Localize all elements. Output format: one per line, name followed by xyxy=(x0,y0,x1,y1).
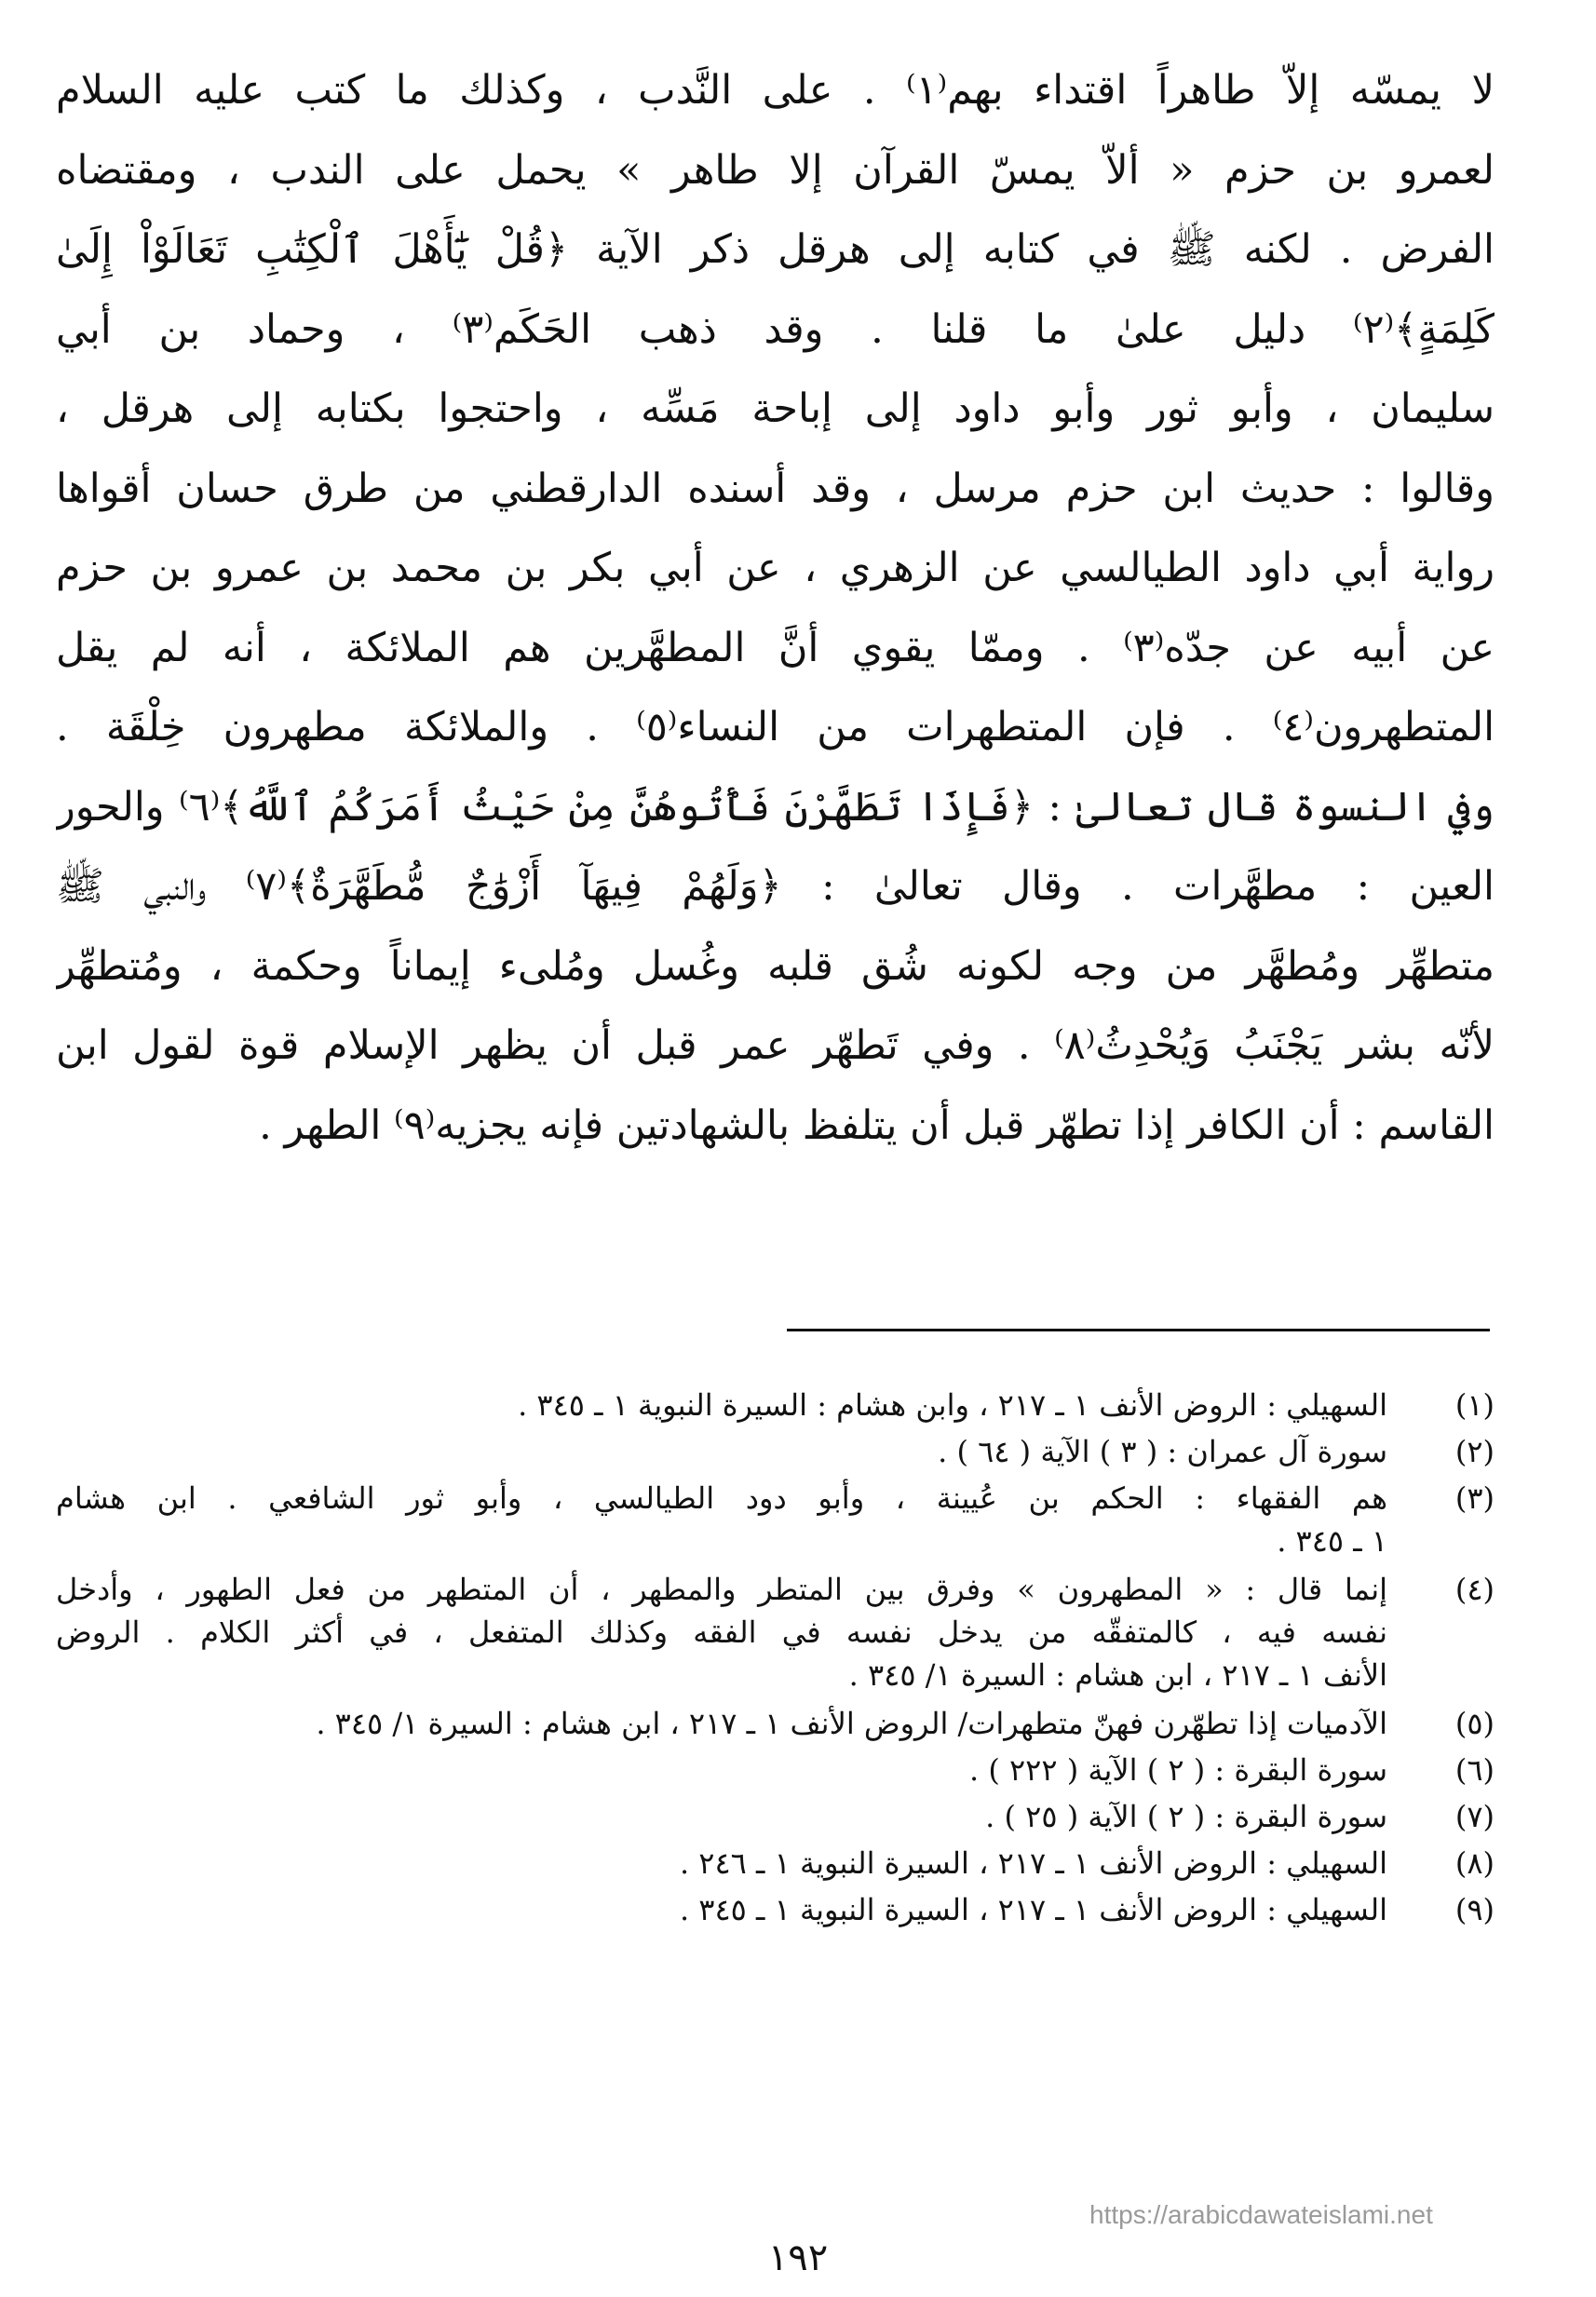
footnote-text: السهيلي : الروض الأنف ١ ـ ٢١٧ ، السيرة النبوية ١ ـ ٢٤٦ . xyxy=(679,1845,1387,1881)
footnote xyxy=(56,1702,1495,1745)
footnote xyxy=(56,1888,1495,1931)
footnote xyxy=(56,1568,1495,1696)
footnote xyxy=(56,1795,1495,1838)
footnote-number: (٢) xyxy=(1454,1434,1495,1469)
footnote xyxy=(56,1749,1495,1791)
footnote xyxy=(56,1430,1495,1473)
footnote-text: سورة البقرة : ( ٢ ) الآية ( ٢٥ ) . xyxy=(985,1799,1387,1834)
footnote xyxy=(56,1384,1495,1426)
footnote-number: (٦) xyxy=(1454,1752,1495,1788)
footnote-number: (٣) xyxy=(1454,1480,1495,1516)
text-line: كَلِمَةٍ﴾⁽٢⁾ دليل علىٰ ما قلنا . وقد ذهب الحَكَم⁽٣⁾ ، وحماد بن أبي xyxy=(56,305,1495,353)
footnote-text: نفسه فيه ، كالمتفقّه من يدخل نفسه في الفقه وكذلك المتفعل ، في أكثر الكلام . الروض xyxy=(56,1615,1387,1650)
footnote-text: إنما قال : « المطهرون » وفرق بين المتطر والمطهر ، أن المتطهر من فعل الطهور ، وأدخل xyxy=(56,1572,1387,1607)
footnote xyxy=(56,1477,1495,1562)
text-line: لأنّه بشر يَجْنَبُ وَيُحْدِثُ⁽٨⁾ . وفي تَطهّر عمر قبل أن يظهر الإسلام قوة لقول ابن xyxy=(56,1022,1495,1069)
text-line: لا يمسّه إلاّ طاهراً اقتداء بهم⁽١⁾ . على النَّدب ، وكذلك ما كتب عليه السلام xyxy=(56,67,1495,114)
footnote-number: (٧) xyxy=(1454,1799,1495,1834)
footnote-text: السهيلي : الروض الأنف ١ ـ ٢١٧ ، السيرة النبوية ١ ـ ٣٤٥ . xyxy=(679,1892,1387,1927)
footnotes xyxy=(56,1384,1495,1931)
footnote-text: سورة البقرة : ( ٢ ) الآية ( ٢٢٢ ) . xyxy=(968,1752,1387,1788)
footnote-number: (٩) xyxy=(1454,1892,1495,1927)
footnote-number: (٤) xyxy=(1454,1572,1495,1607)
text-line: متطهِّر ومُطهَّر من وجه لكونه شُق قلبه وغُسل ومُلىء إيماناً وحكمة ، ومُتطهِّر xyxy=(56,942,1495,990)
page-number: ١٩٢ xyxy=(767,2236,829,2279)
text-line: لعمرو بن حزم « ألاّ يمسّ القرآن إلا طاهر » يحمل على الندب ، ومقتضاه xyxy=(56,146,1495,194)
text-line: عن أبيه عن جدّه⁽٣⁾ . وممّا يقوي أنَّ المطهَّرين هم الملائكة ، أنه لم يقل xyxy=(56,624,1495,671)
main-text xyxy=(56,51,1495,1166)
text-line: وقالوا : حديث ابن حزم مرسل ، وقد أسنده الدارقطني من طرق حسان أقواها xyxy=(56,465,1495,512)
text-line: وفي النسوة قال تعالىٰ : ﴿فَإِذَا تَطَهَّرْنَ فَأْتُوهُنَّ مِنْ حَيْثُ أَمَرَكُمُ ٱللَّهُ﴾⁽٦⁾ والحور xyxy=(56,783,1495,831)
footnote-number: (١) xyxy=(1454,1387,1495,1423)
footnote-text: سورة آل عمران : ( ٣ ) الآية ( ٦٤ ) . xyxy=(938,1434,1387,1469)
text-line: الفرض . لكنه ﷺ في كتابه إلى هرقل ذكر الآية ﴿قُلْ يَٰٓأَهْلَ ٱلْكِتَٰبِ تَعَالَوْاْ إِلَىٰ xyxy=(56,226,1495,273)
text-line: المتطهرون⁽٤⁾ . فإن المتطهرات من النساء⁽٥⁾ . والملائكة مطهرون خِلْقَة . xyxy=(56,704,1495,750)
footnote xyxy=(56,1842,1495,1885)
text-line: القاسم : أن الكافر إذا تطهّر قبل أن يتلفظ بالشهادتين فإنه يجزيه⁽٩⁾ الطهر . xyxy=(259,1101,1495,1149)
footnote-text: ١ ـ ٣٤٥ . xyxy=(1277,1523,1387,1559)
footnote-text: السهيلي : الروض الأنف ١ ـ ٢١٧ ، وابن هشام : السيرة النبوية ١ ـ ٣٤٥ . xyxy=(518,1387,1387,1423)
watermark-url: https://arabicdawateislami.net xyxy=(1089,2200,1433,2229)
footnote-text: هم الفقهاء : الحكم بن عُيينة ، وأبو دود الطيالسي ، وأبو ثور الشافعي . ابن هشام xyxy=(56,1480,1387,1516)
text-line: رواية أبي داود الطيالسي عن الزهري ، عن أبي بكر بن محمد بن عمرو بن حزم xyxy=(56,545,1495,591)
footnote-number: (٥) xyxy=(1454,1706,1495,1741)
text-line: سليمان ، وأبو ثور وأبو داود إلى إباحة مَسِّه ، واحتجوا بكتابه إلى هرقل ، xyxy=(56,385,1495,432)
footnote-text: الأنف ١ ـ ٢١٧ ، ابن هشام : السيرة ١/ ٣٤٥ . xyxy=(848,1657,1387,1693)
footnote-text: الآدميات إذا تطهّرن فهنّ متطهرات/ الروض الأنف ١ ـ ٢١٧ ، ابن هشام : السيرة ١/ ٣٤٥ . xyxy=(316,1706,1387,1741)
text-line: العين : مطهَّرات . وقال تعالىٰ : ﴿وَلَهُمْ فِيهَآ أَزْوَٰجٌ مُّطَهَّرَةٌ﴾⁽٧⁾ والنبي ﷺ xyxy=(56,863,1495,910)
footnote-number: (٨) xyxy=(1454,1845,1495,1881)
footnote-divider xyxy=(787,1329,1490,1331)
